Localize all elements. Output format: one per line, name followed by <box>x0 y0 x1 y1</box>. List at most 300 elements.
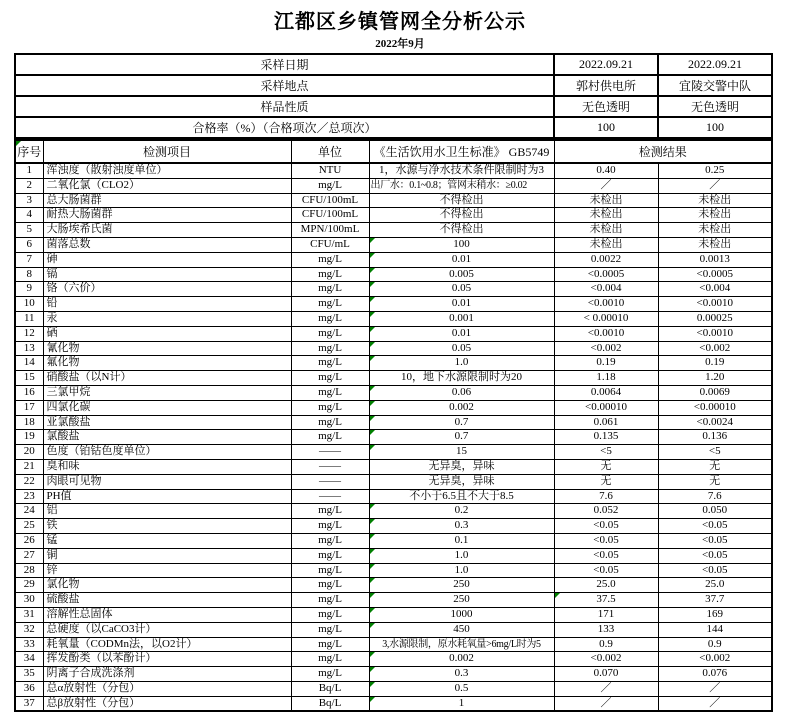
result-1-cell: <0.05 <box>554 533 658 548</box>
result-1-cell: 未检出 <box>554 208 658 223</box>
cell-error-flag-icon <box>370 623 375 628</box>
result-1-cell: <0.0010 <box>554 297 658 312</box>
result-1-cell: 0.061 <box>554 415 658 430</box>
standard-cell: 0.7 <box>369 430 554 445</box>
unit-cell: mg/L <box>291 548 369 563</box>
results-header-row <box>15 140 772 163</box>
item-name-cell: 肉眼可见物 <box>43 474 291 489</box>
item-name-cell: 总β放射性（分包） <box>43 696 291 711</box>
cell-error-flag-icon <box>370 652 375 657</box>
row-number-cell: 15 <box>15 371 43 386</box>
standard-cell: 250 <box>369 593 554 608</box>
item-name-cell: 四氯化碳 <box>43 400 291 415</box>
table-row <box>15 178 772 193</box>
table-row <box>15 681 772 696</box>
unit-cell: mg/L <box>291 578 369 593</box>
result-2-cell: 0.9 <box>658 637 772 652</box>
table-row <box>15 415 772 430</box>
item-name-cell: 氯酸盐 <box>43 430 291 445</box>
unit-cell: mg/L <box>291 504 369 519</box>
row-number-cell: 10 <box>15 297 43 312</box>
standard-cell: 0.001 <box>369 311 554 326</box>
table-row <box>15 578 772 593</box>
cell-error-flag-icon <box>370 416 375 421</box>
standard-cell: 0.01 <box>369 326 554 341</box>
unit-cell: Bq/L <box>291 696 369 711</box>
standard-cell: 0.06 <box>369 385 554 400</box>
result-1-cell: 171 <box>554 607 658 622</box>
unit-cell: —— <box>291 489 369 504</box>
row-number-cell: 7 <box>15 252 43 267</box>
unit-cell: mg/L <box>291 652 369 667</box>
result-2-cell: <0.0005 <box>658 267 772 282</box>
result-1-cell: 0.19 <box>554 356 658 371</box>
standard-cell: 450 <box>369 622 554 637</box>
cell-error-flag-icon <box>370 504 375 509</box>
result-1-cell: 未检出 <box>554 223 658 238</box>
table-row <box>15 533 772 548</box>
info-label: 采样地点 <box>15 75 554 96</box>
table-row <box>15 622 772 637</box>
table-row <box>15 563 772 578</box>
result-1-cell: 37.5 <box>554 593 658 608</box>
row-number-cell: 34 <box>15 652 43 667</box>
item-name-cell: 色度（铂钴色度单位） <box>43 445 291 460</box>
cell-error-flag-icon <box>370 519 375 524</box>
table-row <box>15 637 772 652</box>
item-name-cell: 氟化物 <box>43 356 291 371</box>
cell-error-flag-icon <box>370 564 375 569</box>
item-name-cell: 三氯甲烷 <box>43 385 291 400</box>
row-number-cell: 32 <box>15 622 43 637</box>
unit-cell: —— <box>291 474 369 489</box>
item-name-cell: 铝 <box>43 504 291 519</box>
info-label: 采样日期 <box>15 54 554 75</box>
standard-cell: 1.0 <box>369 548 554 563</box>
cell-error-flag-icon <box>370 578 375 583</box>
standard-cell: 0.3 <box>369 667 554 682</box>
row-number-cell: 12 <box>15 326 43 341</box>
result-2-cell: <0.0010 <box>658 326 772 341</box>
result-2-cell: <5 <box>658 445 772 460</box>
table-row <box>15 193 772 208</box>
result-1-cell: 0.135 <box>554 430 658 445</box>
item-name-cell: 大肠埃希氏菌 <box>43 223 291 238</box>
item-name-cell: 锰 <box>43 533 291 548</box>
cell-error-flag-icon <box>370 327 375 332</box>
item-name-cell: 阴离子合成洗涤剂 <box>43 667 291 682</box>
standard-cell: 0.002 <box>369 652 554 667</box>
result-2-cell: 0.19 <box>658 356 772 371</box>
cell-error-flag-icon <box>370 253 375 258</box>
row-number-cell: 27 <box>15 548 43 563</box>
standard-cell: 1.0 <box>369 356 554 371</box>
item-name-cell: 总大肠菌群 <box>43 193 291 208</box>
info-value-2: 100 <box>658 117 772 138</box>
result-2-cell: ／ <box>658 696 772 711</box>
standard-cell: 0.005 <box>369 267 554 282</box>
result-2-cell: 未检出 <box>658 208 772 223</box>
unit-cell: CFU/100mL <box>291 193 369 208</box>
item-name-cell: 臭和味 <box>43 459 291 474</box>
result-1-cell: <0.05 <box>554 519 658 534</box>
row-number-cell: 22 <box>15 474 43 489</box>
cell-error-flag-icon <box>370 268 375 273</box>
row-number-cell: 14 <box>15 356 43 371</box>
row-number-cell: 5 <box>15 223 43 238</box>
result-2-cell: 1.20 <box>658 371 772 386</box>
item-name-cell: 耗氧量（CODMn法，以O2计） <box>43 637 291 652</box>
table-row <box>15 489 772 504</box>
unit-cell: mg/L <box>291 533 369 548</box>
cell-error-flag-icon <box>370 238 375 243</box>
unit-cell: mg/L <box>291 563 369 578</box>
standard-cell: 15 <box>369 445 554 460</box>
table-row <box>15 297 772 312</box>
result-2-cell: 无 <box>658 474 772 489</box>
item-name-cell: 汞 <box>43 311 291 326</box>
row-number-cell: 18 <box>15 415 43 430</box>
unit-cell: mg/L <box>291 519 369 534</box>
row-number-cell: 8 <box>15 267 43 282</box>
info-row-sampling-location <box>15 75 772 96</box>
table-row <box>15 652 772 667</box>
standard-cell: 3,水源限制，原水耗氧量>6mg/L时为5 <box>369 637 554 652</box>
result-1-cell: 0.0064 <box>554 385 658 400</box>
table-row <box>15 341 772 356</box>
standard-cell: 0.2 <box>369 504 554 519</box>
row-number-cell: 2 <box>15 178 43 193</box>
result-1-cell: 0.052 <box>554 504 658 519</box>
table-row <box>15 326 772 341</box>
result-2-cell: <0.002 <box>658 341 772 356</box>
result-2-cell: 0.050 <box>658 504 772 519</box>
cell-error-flag-icon <box>16 141 21 146</box>
item-name-cell: 氯化物 <box>43 578 291 593</box>
result-2-cell: 未检出 <box>658 223 772 238</box>
unit-cell: mg/L <box>291 356 369 371</box>
result-2-cell: <0.05 <box>658 548 772 563</box>
table-row <box>15 593 772 608</box>
table-row <box>15 474 772 489</box>
item-name-cell: 总α放射性（分包） <box>43 681 291 696</box>
result-1-cell: <0.002 <box>554 652 658 667</box>
result-2-cell: <0.0024 <box>658 415 772 430</box>
standard-cell: 1 <box>369 696 554 711</box>
unit-cell: CFU/100mL <box>291 208 369 223</box>
standard-cell: 不小于6.5且不大于8.5 <box>369 489 554 504</box>
unit-cell: Bq/L <box>291 681 369 696</box>
table-row <box>15 504 772 519</box>
row-number-cell: 24 <box>15 504 43 519</box>
item-name-cell: 铁 <box>43 519 291 534</box>
result-1-cell: 未检出 <box>554 193 658 208</box>
table-row <box>15 696 772 711</box>
result-2-cell: <0.004 <box>658 282 772 297</box>
row-number-cell: 3 <box>15 193 43 208</box>
table-row <box>15 667 772 682</box>
table-row <box>15 548 772 563</box>
item-name-cell: 耐热大肠菌群 <box>43 208 291 223</box>
info-label: 合格率（%）（合格项次／总项次） <box>15 117 554 138</box>
unit-cell: —— <box>291 459 369 474</box>
row-number-cell: 23 <box>15 489 43 504</box>
cell-error-flag-icon <box>370 282 375 287</box>
item-name-cell: 铅 <box>43 297 291 312</box>
row-number-cell: 13 <box>15 341 43 356</box>
cell-error-flag-icon <box>370 356 375 361</box>
standard-cell: 不得检出 <box>369 208 554 223</box>
table-row <box>15 252 772 267</box>
standard-cell: 不得检出 <box>369 223 554 238</box>
result-1-cell: <5 <box>554 445 658 460</box>
result-2-cell: 0.25 <box>658 163 772 178</box>
table-row <box>15 208 772 223</box>
result-1-cell: 0.9 <box>554 637 658 652</box>
standard-cell: 出厂水：0.1~0.8；管网末稍水：≥0.02 <box>369 178 554 193</box>
result-2-cell: ／ <box>658 681 772 696</box>
cell-error-flag-icon <box>370 682 375 687</box>
unit-cell: mg/L <box>291 415 369 430</box>
table-row <box>15 607 772 622</box>
info-value-1: 郭村供电所 <box>554 75 658 96</box>
table-row <box>15 356 772 371</box>
info-label: 样品性质 <box>15 96 554 117</box>
row-number-cell: 25 <box>15 519 43 534</box>
row-number-cell: 11 <box>15 311 43 326</box>
result-2-cell: <0.05 <box>658 519 772 534</box>
unit-cell: mg/L <box>291 667 369 682</box>
table-row <box>15 163 772 178</box>
item-name-cell: 亚氯酸盐 <box>43 415 291 430</box>
info-value-2: 宜陵交警中队 <box>658 75 772 96</box>
result-1-cell: <0.0005 <box>554 267 658 282</box>
item-name-cell: 挥发酚类（以苯酚计） <box>43 652 291 667</box>
unit-cell: mg/L <box>291 385 369 400</box>
item-name-cell: 菌落总数 <box>43 237 291 252</box>
item-name-cell: PH值 <box>43 489 291 504</box>
info-value-1: 100 <box>554 117 658 138</box>
unit-cell: CFU/mL <box>291 237 369 252</box>
result-1-cell: 7.6 <box>554 489 658 504</box>
table-row <box>15 519 772 534</box>
unit-cell: mg/L <box>291 311 369 326</box>
result-2-cell: ／ <box>658 178 772 193</box>
unit-cell: NTU <box>291 163 369 178</box>
table-row <box>15 445 772 460</box>
unit-cell: mg/L <box>291 326 369 341</box>
standard-cell: 1000 <box>369 607 554 622</box>
unit-cell: mg/L <box>291 607 369 622</box>
page-subtitle: 2022年9月 <box>375 38 425 50</box>
standard-cell: 无异臭，异味 <box>369 474 554 489</box>
result-1-cell: 无 <box>554 459 658 474</box>
header-no-cell <box>15 140 43 163</box>
standard-cell: 100 <box>369 237 554 252</box>
item-name-cell: 氰化物 <box>43 341 291 356</box>
table-row <box>15 223 772 238</box>
header-item-cell: 检测项目 <box>43 140 291 163</box>
row-number-cell: 30 <box>15 593 43 608</box>
result-1-cell: 133 <box>554 622 658 637</box>
result-1-cell: 25.0 <box>554 578 658 593</box>
result-1-cell: 无 <box>554 474 658 489</box>
page-title: 江都区乡镇管网全分析公示 <box>274 11 526 33</box>
cell-error-flag-icon <box>555 593 560 598</box>
result-2-cell: 0.00025 <box>658 311 772 326</box>
table-row <box>15 400 772 415</box>
result-1-cell: ／ <box>554 178 658 193</box>
row-number-cell: 1 <box>15 163 43 178</box>
notice-tables <box>14 53 771 712</box>
results-table <box>14 139 773 712</box>
unit-cell: mg/L <box>291 282 369 297</box>
row-number-cell: 26 <box>15 533 43 548</box>
result-1-cell: 未检出 <box>554 237 658 252</box>
cell-error-flag-icon <box>370 593 375 598</box>
info-value-1: 2022.09.21 <box>554 54 658 75</box>
result-2-cell: <0.002 <box>658 652 772 667</box>
result-2-cell: 169 <box>658 607 772 622</box>
unit-cell: mg/L <box>291 178 369 193</box>
info-row-sample-nature <box>15 96 772 117</box>
table-row <box>15 237 772 252</box>
row-number-cell: 19 <box>15 430 43 445</box>
results-body <box>15 163 772 711</box>
result-2-cell: 25.0 <box>658 578 772 593</box>
result-2-cell: <0.00010 <box>658 400 772 415</box>
header-no-label: 序号 <box>17 145 42 159</box>
row-number-cell: 33 <box>15 637 43 652</box>
row-number-cell: 28 <box>15 563 43 578</box>
item-name-cell: 总硬度（以CaCO3计） <box>43 622 291 637</box>
standard-cell: 1.0 <box>369 563 554 578</box>
unit-cell: mg/L <box>291 622 369 637</box>
row-number-cell: 6 <box>15 237 43 252</box>
result-1-cell: 1.18 <box>554 371 658 386</box>
cell-error-flag-icon <box>370 312 375 317</box>
item-name-cell: 硝酸盐（以N计） <box>43 371 291 386</box>
table-row <box>15 282 772 297</box>
unit-cell: mg/L <box>291 430 369 445</box>
cell-error-flag-icon <box>370 608 375 613</box>
result-1-cell: < 0.00010 <box>554 311 658 326</box>
unit-cell: mg/L <box>291 297 369 312</box>
item-name-cell: 二氧化氯（CLO2） <box>43 178 291 193</box>
table-row <box>15 430 772 445</box>
item-name-cell: 硫酸盐 <box>43 593 291 608</box>
result-1-cell: <0.05 <box>554 548 658 563</box>
row-number-cell: 31 <box>15 607 43 622</box>
unit-cell: —— <box>291 445 369 460</box>
unit-cell: MPN/100mL <box>291 223 369 238</box>
item-name-cell: 浑浊度（散射浊度单位） <box>43 163 291 178</box>
cell-error-flag-icon <box>370 342 375 347</box>
cell-error-flag-icon <box>370 534 375 539</box>
row-number-cell: 20 <box>15 445 43 460</box>
unit-cell: mg/L <box>291 637 369 652</box>
row-number-cell: 21 <box>15 459 43 474</box>
result-2-cell: 未检出 <box>658 193 772 208</box>
standard-cell: 无异臭，异味 <box>369 459 554 474</box>
item-name-cell: 硒 <box>43 326 291 341</box>
header-results-cell: 检测结果 <box>554 140 772 163</box>
result-2-cell: <0.05 <box>658 533 772 548</box>
result-2-cell: 未检出 <box>658 237 772 252</box>
item-name-cell: 溶解性总固体 <box>43 607 291 622</box>
result-1-cell: ／ <box>554 681 658 696</box>
cell-error-flag-icon <box>370 430 375 435</box>
result-1-cell: <0.0010 <box>554 326 658 341</box>
cell-error-flag-icon <box>370 401 375 406</box>
standard-cell: 0.01 <box>369 252 554 267</box>
result-2-cell: 7.6 <box>658 489 772 504</box>
unit-cell: mg/L <box>291 371 369 386</box>
cell-error-flag-icon <box>370 297 375 302</box>
item-name-cell: 镉 <box>43 267 291 282</box>
standard-cell: 0.7 <box>369 415 554 430</box>
standard-cell: 0.05 <box>369 341 554 356</box>
standard-cell: 1，水源与净水技术条件限制时为3 <box>369 163 554 178</box>
row-number-cell: 4 <box>15 208 43 223</box>
header-standard-cell: 《生活饮用水卫生标准》 GB5749 <box>369 140 554 163</box>
item-name-cell: 砷 <box>43 252 291 267</box>
item-name-cell: 锌 <box>43 563 291 578</box>
result-1-cell: <0.00010 <box>554 400 658 415</box>
standard-cell: 0.5 <box>369 681 554 696</box>
unit-cell: mg/L <box>291 252 369 267</box>
cell-error-flag-icon <box>370 667 375 672</box>
result-2-cell: <0.0010 <box>658 297 772 312</box>
result-2-cell: 无 <box>658 459 772 474</box>
row-number-cell: 29 <box>15 578 43 593</box>
standard-cell: 0.01 <box>369 297 554 312</box>
result-2-cell: 144 <box>658 622 772 637</box>
result-2-cell: 0.136 <box>658 430 772 445</box>
cell-error-flag-icon <box>370 386 375 391</box>
result-1-cell: ／ <box>554 696 658 711</box>
result-2-cell: 37.7 <box>658 593 772 608</box>
result-2-cell: 0.076 <box>658 667 772 682</box>
standard-cell: 不得检出 <box>369 193 554 208</box>
result-1-cell: 0.0022 <box>554 252 658 267</box>
table-row <box>15 311 772 326</box>
cell-error-flag-icon <box>370 697 375 702</box>
item-name-cell: 铜 <box>43 548 291 563</box>
result-1-cell: <0.002 <box>554 341 658 356</box>
info-value-1: 无色透明 <box>554 96 658 117</box>
table-row <box>15 459 772 474</box>
info-row-pass-rate <box>15 117 772 138</box>
info-row-sampling-date <box>15 54 772 75</box>
unit-cell: mg/L <box>291 267 369 282</box>
unit-cell: mg/L <box>291 593 369 608</box>
row-number-cell: 17 <box>15 400 43 415</box>
table-row <box>15 267 772 282</box>
cell-error-flag-icon <box>370 549 375 554</box>
unit-cell: mg/L <box>291 400 369 415</box>
table-row <box>15 371 772 386</box>
result-1-cell: <0.004 <box>554 282 658 297</box>
result-2-cell: <0.05 <box>658 563 772 578</box>
result-2-cell: 0.0013 <box>658 252 772 267</box>
cell-error-flag-icon <box>370 445 375 450</box>
row-number-cell: 9 <box>15 282 43 297</box>
info-value-2: 无色透明 <box>658 96 772 117</box>
standard-cell: 250 <box>369 578 554 593</box>
result-1-cell: 0.070 <box>554 667 658 682</box>
row-number-cell: 37 <box>15 696 43 711</box>
